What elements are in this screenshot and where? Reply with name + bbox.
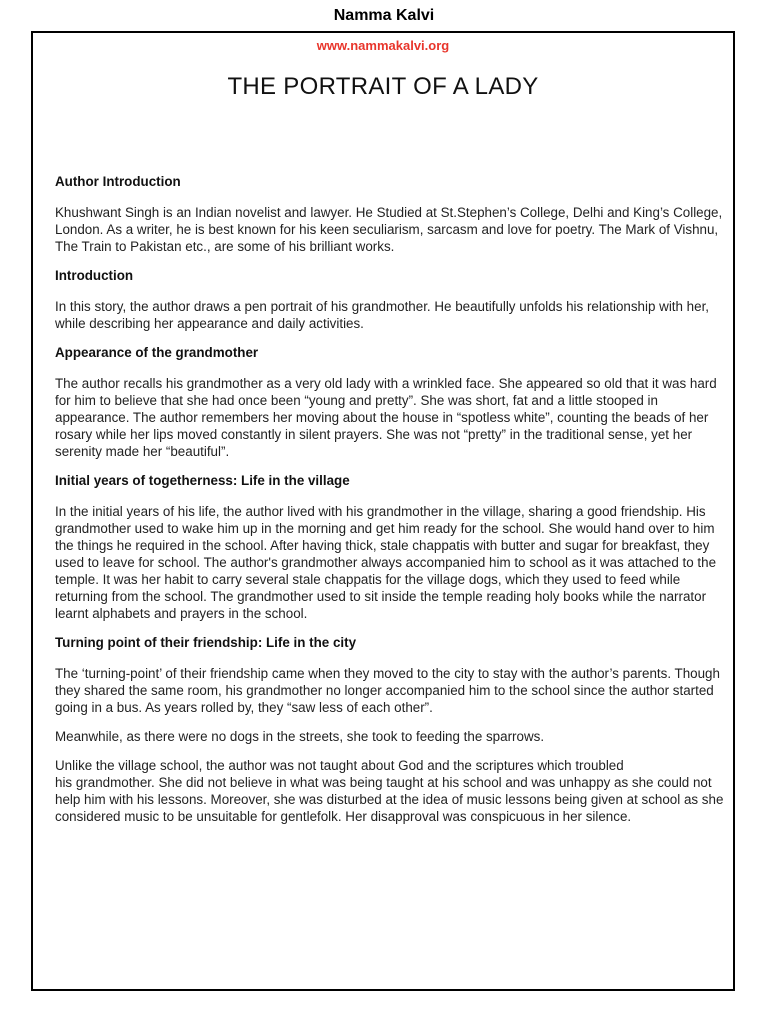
section-heading: Initial years of togetherness: Life in the village [55, 473, 350, 488]
paragraph: In the initial years of his life, the author lived with his grandmother in the village, sharing a good friendship. His grandmother used to wake him up in the morning and get him ready for the school. She would hand over to him the things he required in the school. After having thick, stale chappatis with butter and sugar for breakfast, they used to leave for school. The author's grandmother always accompanied him to school as it was attached to the temple. It was her habit to carry several stale chappatis for the village dogs, which they used to feed while returning from the school. The grandmother used to sit inside the temple reading holy books while the narrator learnt alphabets and prayers in the school. [55, 504, 717, 621]
section-city-life [55, 634, 729, 825]
section-heading: Turning point of their friendship: Life in the city [55, 635, 357, 650]
document-title: THE PORTRAIT OF A LADY [227, 73, 539, 100]
site-url-link[interactable]: www.nammakalvi.org [316, 38, 450, 53]
section-heading: Appearance of the grandmother [55, 345, 259, 360]
section-author-introduction [55, 173, 729, 255]
paragraph: The author recalls his grandmother as a very old lady with a wrinkled face. She appeared so old that it was hard for him to believe that she had once been “young and pretty”. She was short, fat and a little stooped in appearance. The author remembers her moving about the house in “spotless white”, counting the beads of her rosary while her lips moved constantly in silent prayers. She was not “pretty” in the traditional sense, yet her serenity made her “beautiful”. [55, 376, 717, 459]
paragraph: Meanwhile, as there were no dogs in the streets, she took to feeding the sparrows. [55, 729, 545, 744]
site-name-header: Namma Kalvi [333, 7, 435, 24]
paragraph: In this story, the author draws a pen portrait of his grandmother. He beautifully unfolds his relationship with her, while describing her appearance and daily activities. [55, 299, 710, 331]
paragraph: The ‘turning-point’ of their friendship came when they moved to the city to stay with the author’s parents. Though they shared the same room, his grandmother no longer accompanied him to the school since the author started going in a bus. As years rolled by, they “saw less of each other”. [55, 666, 720, 715]
paragraph: Unlike the village school, the author was not taught about God and the scriptures which troubled his grandmother. She did not believe in what was being taught at his school and was unhappy as she could not help him with his lessons. Moreover, she was disturbed at the idea of music lessons being given at school as she considered music to be unsuitable for gentlefolk. Her disapproval was conspicuous in her silence. [55, 758, 724, 824]
section-heading: Introduction [55, 268, 134, 283]
paragraph: Khushwant Singh is an Indian novelist and lawyer. He Studied at St.Stephen’s College, Delhi and King’s College, London. As a writer, he is best known for his keen seculiarism, sarcasm and love for poetry. The Mark of Vishnu, The Train to Pakistan etc., are some of his brilliant works. [55, 205, 723, 254]
section-appearance [55, 344, 729, 460]
section-village-life [55, 472, 729, 622]
section-heading: Author Introduction [55, 174, 181, 189]
section-introduction [55, 267, 729, 332]
page-frame [31, 31, 735, 991]
document-body [55, 173, 729, 837]
